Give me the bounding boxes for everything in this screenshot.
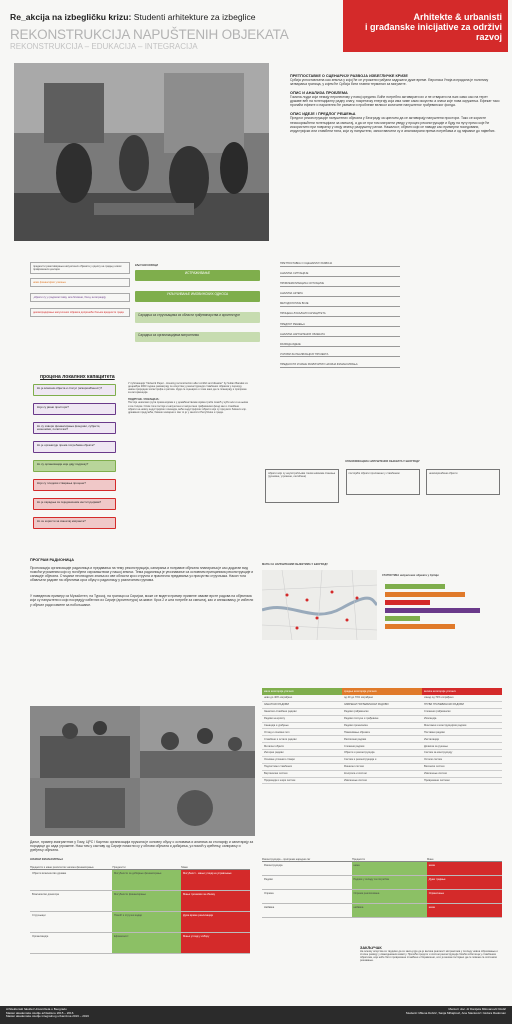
category-cell: Висински систем [422,764,502,771]
flow-left-item: декомпрадирање напуштених објеката допринеће бољем вредности града [30,308,130,317]
finance-cell: Објекти власништво државе [30,870,112,891]
capacity-question: Ко се користи за смештај мигранта? [33,517,116,529]
category-head: мале категорије уличних [262,688,342,695]
finance-cell: Радови [262,876,352,890]
key-step: ИСТРАЖИВАЊЕ [135,270,260,281]
category-cell: Инсталације [422,736,502,743]
category-cell: Интерни радови [262,750,342,757]
capacity-question: Ко су организације које дају подршку? [33,460,116,472]
category-cell: Сложени радови [342,743,422,750]
footer-right [406,1008,506,1015]
process-step: РАЗРАДА ИДЕЈЕ [280,343,400,348]
flow-left-column [30,262,130,317]
flow-middle-column [135,264,265,342]
process-step: ПРОБЛЕМАТИЗАЦИЈА СИТУАЦИЈЕ [280,282,400,287]
finance-cell: Ограничења [427,890,502,904]
workshop-photo-4 [140,778,255,836]
category-cell: Систем за конструкцију [422,750,502,757]
hero-photo [14,63,269,241]
finance-cell: Ефикасност [112,933,181,954]
category-cell: Финални систем [342,764,422,771]
finance-cell: Мањи утицај у избору [181,933,250,954]
footer-line: Mentori: doc. dr Danijela Milovanović Rodić [448,1007,506,1011]
category-cell: од 40 до 70% изграђено [342,695,422,702]
process-step: АНАЛИЗА НАПУШТЕНИХ ОБЈЕКАТА [280,333,400,338]
classification-box: неискоришћени објекти [426,469,500,495]
finance-cell: Набавка [262,904,352,918]
program-paragraph-1: Пропозиција организације радионица и предавања на тему реконструкција, санирања и поправке објеката планирања је као додатан вид помоћи угроженим који су погођени сиромаштвом у нашој земљи. Тема радионица је упознавање са основним принципима реконструкције и санације објеката. Стицање неопходних знања из ове области кроз стручна и практична предавања уз присуство стручњака. Након тога обављати радове на објектима кроз обуку и радионицу у различитим групама. [30,566,254,583]
process-step: АНАЛИЗА СИТУАЦИЈЕ [280,272,400,277]
process-step: УСЛОВИ ЗА РЕАЛИЗАЦИЈУ ПРОЈЕКТА [280,353,400,358]
photo-caption: Даље, пример змигрантних у Гому, ЦРС / Карлтас организација пружила је основну обуку о основама и алатима за столарију и санитарију за породице до сада угрожене. Наш тим у саставу од Сирије помогли су у обнови објеката и добијања, уз помоћ у крећењу, санирању и уређењу објеката. [30,840,254,853]
finance-cell: нема [427,904,502,918]
footer-bar [0,1006,512,1024]
category-cell: Основне упознати ствари [262,757,342,764]
category-cell: Изолација [422,716,502,723]
capacity-question: Ко је сарадња са појединачним институцијама? [33,498,116,510]
finance-head: Мане [181,866,250,870]
category-cell: Радови на кровту [262,716,342,723]
poster-subtitle-small: REKONSTRUKCIJA – EDUKACIJA – INTEGRACIJA [10,42,198,51]
footer-line: Master akademske studije arhitekture 2015 – 2016 [6,1010,74,1015]
category-cell: Метални објекти [262,743,342,750]
finance-cell: Опрема [262,890,352,904]
category-cell: Вертикални систем [262,771,342,778]
finance-cell: Радови у складу са потребом [352,876,427,890]
category-cell: Повезивање објеката [342,729,422,736]
classification-title: КЛАСИФИКАЦИЈА НАПУШТЕНИХ ОБЈЕКАТА У БЕОГРАДУ [345,460,420,463]
capacity-question: Који су плодови стварања процене? [33,479,116,491]
category-cell: Извлачење систем [342,778,422,785]
category-cell: Занатско-стамбени радови [262,709,342,716]
classification-box: постојећи објекти проложени у стамбеним [346,469,420,495]
intro-paragraph-2: Гомила људи који немају перспективу у новој средини. Биће потребно активирати их и не стварати на њих само као на терет државе већ на потенцијалну радну снагу, покретачку енергију која има чиме само искуство а значи које нова окружења. Ефекат тако пронаћи ефекте и паралелно ће узимати и проблеме великог количине напуштеног грађевинског фонда. [290,95,500,108]
map-graphic [262,570,377,640]
finance-head: Предности [113,866,182,870]
map-title: МАПА СА НАПУШТЕНИМ ОБЈЕКТИМА У БЕОГРАДУ [262,563,328,566]
category-cell: ЗАВРШНИ ГРАЂЕВИНСКИ РАДОВИ [342,702,422,709]
category-cell: Систем и реконструкција и [342,757,422,764]
flow-left-item: „објекти су у градском ткиву, ала близини, бољу интеграцију [30,293,130,302]
workshop-photo-2 [140,706,255,778]
workshop-photo-3 [30,778,140,836]
process-step: ПРЕТПОСТАВКА О СЦЕНАРИЈУ РАЗВОЈА [280,262,400,267]
finance-head: Предности [352,858,427,862]
flow-right-column [280,262,400,373]
category-cell: Подсистеми стамбених [262,764,342,771]
capacity-title: процена локалних капацитета [40,374,115,380]
capacity-subheading: ПОДРУЧЈЕ / ЛОКАЦИЈА: [128,398,160,402]
capacity-text-1: У публикацији "Network Paper - Housing reconstruction after conflict and disaster" by Sultan Barakat из децембра 2003 године разматрају се искуства у реконструкцији стамбених објеката у периоду након природних катастрофа и ратова. Нуди се сценарио о томе како да се планирају и припреме за интервенције. [128,382,248,395]
category-cell: Објекти и реконструкција [342,750,422,757]
capacity-question: Ко је власник објекта и статус (искоришћеност)? [33,384,116,396]
program-paragraph-2: У наведеном примеру из МузаАнтеп, на Турској, на граници са Сиријом, може се видети пример примене овакве врсте радова на објектима који су напуштени и који посредују избеглих из Сирије (архитектура) за живот. Кроз 2 и шта потребе за смештај, као и ангажовању, је избегли у објекат ради измене за побољшање. [30,594,254,607]
program-title: ПРОГРАМ РАДИОНИЦА [30,558,74,562]
belgrade-map [262,570,377,640]
stats-title: СТАТИСТИКА напуштених објеката у Србији [382,574,439,577]
finance-cell: Помоћ и стручни кадар [112,912,181,933]
finance-cell: нема [352,862,427,876]
intro-heading-3: ОПИС ИДЕЈЕ / ПРЕДЛОГ РЕШЕЊА [290,112,356,117]
category-cell: Остали систем [422,757,502,764]
footer-line: Arhitektonski fakultet Univerziteta u Beogradu [6,1007,67,1011]
conclusion-text: На основу искуства се тврдимо да се закључује да је велика реалност мигрантима у погледу нивоа образовања и степен развоју у свакодневним животу. Пратећи предлог и систем реконструкције бомби избеглица у стамбеним објектима, које неће бити привремени стамбени и боравишни, што је веома постојано да се повеже са системом решавања. [360,950,498,963]
key-step: Сарадња са организацијама мигрантима [135,332,260,342]
hero-photo-scene [14,63,269,241]
finance-cell: Реконструкција [262,862,352,876]
category-cell: Стамбени и остали радови [262,736,342,743]
finance-cell: Мањи трошкови за обнову [181,891,250,912]
poster-title: Re_akcija na izbegličku krizu: Studenti arhitekture za izbeglice [10,12,256,22]
category-cell: Монтажни и конструкцијски радови [422,723,502,730]
category-cell: Дозвола за рушење [422,743,502,750]
classification-diagram [265,460,500,503]
poster-subtitle-large: REKONSTRUKCIJA NAPUŠTENIH OBJEKATA [10,27,289,42]
intro-heading-2: ОПИС И АНАЛИЗА ПРОБЛЕМА [290,91,348,96]
finance-cell: Власништво донатора [30,891,112,912]
category-cell: Санација и уређење [262,723,342,730]
process-step: АНАЛИЗА АКТЕРА [280,292,400,297]
category-head: велике категорије уличних [422,688,502,695]
key-steps-title: КЉУЧНИ КОРАЦИ [135,264,159,267]
finance-cell: Дуже време реализације [181,912,250,933]
intro-section [290,74,500,133]
category-cell: Контрола и систем [342,771,422,778]
category-cell: Сложени грађевински [422,709,502,716]
key-step: Сарадња са стручњацима из области грађевинарства и архитектуре [135,312,260,323]
classification-box: објекти који су неупотребљиви током нивоима станиња (рушевне, угрожене, оштећене) [265,469,339,503]
category-head: средње категорије уличних [342,688,422,695]
category-cell: Радови проналаска [342,723,422,730]
category-table [262,688,502,784]
capacity-text-2: Постоји неколико група према којима и у домаћинствима којима требе помоћ у кући али и на њима и са стицом. Осим тога постоји и напуштени и запуштени грађевински фонд као и стамбени објекти на нивоу индустријских локација, веће индустријских објекти који су преузети бивших нпр. државних предузећа, бивших касарни и све то је у заштити Републике и града. [128,401,248,414]
category-cell: ЗАНАТСКИ РАДОВИ [262,702,342,709]
finance-cell: набавка [352,904,427,918]
capacity-text [128,382,248,414]
finance-head: Реконструкција – припреме наредни сат [262,858,352,862]
category-cell: Радови грађевински [342,709,422,716]
finance-table-left [30,866,250,954]
finance-cell: Стручњаци [30,912,112,933]
workshop-photo-1 [30,706,140,778]
header-red-banner [343,0,508,52]
process-step: ПРЕДНОСТИ И МАНЕ РАЗЛИЧИТИХ НАЧИНА ФИНАНСИРАЊА [280,363,400,368]
category-cell: Отпад и основни пол [262,729,342,736]
category-cell: Радови потпуне и грађевине [342,716,422,723]
key-step: УКЉУЧИВАЊЕ ИМОВИНСКИХ ОДНОСА [135,291,260,302]
finance-title: НАЧИНИ ФИНАНСИРАЊА [30,858,64,861]
capacity-question: Ко је организује према потребама објекта? [33,441,116,453]
finance-table-right [262,858,502,918]
banner-line-1: Arhitekte & urbanisti [413,12,502,22]
category-cell: Расписани радови [342,736,422,743]
category-cell: Пројекција и шири систем [262,778,342,785]
footer-line: Studenti: Milena Dobrić, Sanja Mihajlović, Ana Stanković i Isidora Radoman [405,1010,506,1015]
footer-left [6,1008,89,1019]
finance-cell: Дуже трајање [427,876,502,890]
finance-cell: Могућности финансирање [112,891,181,912]
category-cell: Поставни радови [422,729,502,736]
finance-cell: Опрема реализована [352,890,427,904]
intro-paragraph-1: Србија успостављена као земља у којој ће се угрожени грађани задржати дуже време. Европска Унија изградила је политику затварања граница, у којем ће Србија бити главни терминал за мигранте. [290,78,489,87]
category-cell: изнад од 70% изграђено [422,695,502,702]
flow-left-item: нижи финансијски улагања [30,278,130,287]
intro-heading-1: ПРЕТПОСТАВКЕ О СЦЕНАРИЈУ РАЗВОЈА ИЗБЕГЛИЧКЕ КРИЗЕ [290,74,408,78]
finance-head: Мане [427,858,502,862]
footer-line: Master akademske studije integralnog urbanizma 2016 – 2016 [6,1014,89,1019]
intro-paragraph-3: Предлог реконструкције напуштених објеката у Београду за ципљем да се активирају напуштени простори. Тако се користе неискоришћени потенцијали за смештај, а да се при том мигранти уведу у процес реконструкције и буду на путу преко које ће искористити при повратку у своју земљу разрушену ратом. Нажалост, објекти који се наводе као примерни поседовани, индустријски или стамбени типа, који су напуштени, запостављени су и анализирани према потребама и од најмање до највећих. [290,116,496,133]
finance-cell: нема [427,862,502,876]
category-cell: ГРУБИ ГРАЂЕВИНСКИ РАДОВИ [422,702,502,709]
capacity-question: Ко су извори финансирања фондови, субјекти, економски, политички? [33,422,116,434]
stats-chart [385,582,500,634]
finance-cell: Могућност - мањи утицај на управљање [181,870,250,891]
finance-head: Предности и мане различитих начина финансирања [30,866,113,870]
program-section [30,558,255,607]
finance-cell: Организације [30,933,112,954]
finance-cell: Могућности за добијање финансирање [112,870,181,891]
category-cell: Привремени системи [422,778,502,785]
conclusion-section [360,946,500,962]
conclusion-title: ЗАКЉУЧАК [360,946,382,950]
capacity-question: Који су јавни простори? [33,403,116,415]
process-step: ПРОЦЕНА ЛОКАЛНИХ КАПАЦИТЕТА [280,312,400,317]
process-step: ПРЕДЛОГ РЕШЕЊА [280,323,400,328]
banner-line-2: i građanske inicijative za održivi razvoj [364,22,502,42]
category-cell: ниво до 40% изграђено [262,695,342,702]
flow-left-item: предности реактивирања напуштених објеката у односу на градњу нових привремених центара: [30,262,130,274]
category-cell: Извлачење систем [422,771,502,778]
process-step: МЕТОДОЛОГИЈЕ ВОЈЕ [280,302,400,307]
